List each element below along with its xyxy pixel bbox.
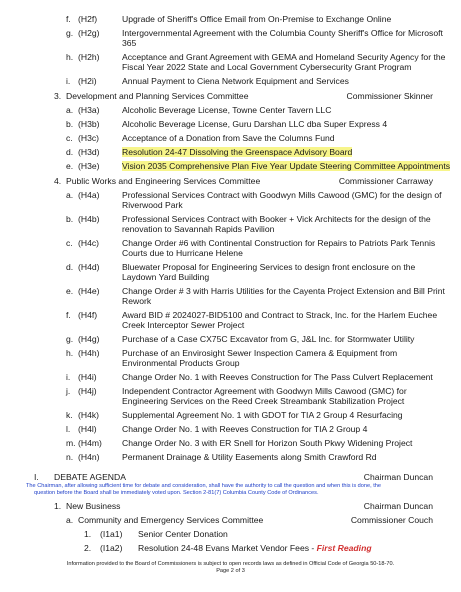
section-title: New Business [66,501,121,511]
h2-item-row [122,38,136,48]
h4-item-row [66,190,442,200]
h4-item-row [66,238,435,248]
section-number: 4. [54,176,62,186]
h3-item-code: (H3b) [78,119,100,129]
h3-item-letter: e. [66,161,74,171]
h3-item-row [66,133,335,143]
section-title: Development and Planning Services Committee [66,91,249,101]
h4-item-row [122,296,151,306]
h2-item-text: Upgrade of Sheriff's Office Email from On-Premise to Exchange Online [122,14,392,24]
h4-item-row [66,424,367,434]
h4-item-code: (H4i) [78,372,97,382]
h2-item-row [66,14,391,24]
h4-item-letter: f. [66,310,71,320]
commissioner-name: Commissioner Carraway [338,176,433,186]
h4-item-text: Change Order No. 3 with ER Snell for Horizon South Pkwy Widening Project [122,438,413,448]
h4-item-letter: e. [66,286,74,296]
h2-item-text: 365 [122,38,137,48]
h2-item-row [122,62,411,72]
h4-item-row [66,310,437,320]
h4-item-letter: b. [66,214,74,224]
chair-note: The Chairman, after allowing sufficient time for debate and consideration, shall have the authority to call the question and when this is done, the [26,483,382,489]
h4-item-code: (H4f) [78,310,98,320]
h4-item-code: (H4l) [78,424,97,434]
h4-item-code: (H4h) [78,348,100,358]
h4-item-code: (H4m) [78,438,102,448]
h3-item-letter: b. [66,119,74,129]
h4-item-row [66,410,403,420]
h4-item-text: Professional Services Contract with Goodwyn Mills Cawood (GMC) for the design of [122,190,442,200]
h4-item-text: Change Order # 3 with Harris Utilities for the Cayenta Project Extension and Bill Print [122,286,445,296]
h4-item-text: Independent Contractor Agreement with Goodwyn Mills Cawood (GMC) for [122,386,407,396]
h2-item-code: (H2h) [78,52,100,62]
h3-item-row [66,147,352,157]
h4-item-row [122,200,183,210]
h4-item-text: Permanent Drainage & Utility Easements along Smith Crawford Rd [122,452,377,462]
h4-item-text: Purchase of a Case CX75C Excavator from G, J&L Inc. for Stormwater Utility [122,334,415,344]
h4-item-code: (H4k) [78,410,100,420]
h4-item-letter: h. [66,348,74,358]
commissioner-name: Commissioner Skinner [346,91,433,101]
h4-item-text: Courts due to Hurricane Helene [122,248,243,258]
h4-item-code: (H4b) [78,214,100,224]
i1-text: Resolution 24-48 Evans Market Vendor Fees - [138,543,317,553]
i1-item-row [84,529,228,539]
h4-item-text: Riverwood Park [122,200,183,210]
h4-item-row [122,224,274,234]
h4-item-code: (H4g) [78,334,100,344]
h3-item-code: (H3d) [78,147,100,157]
h4-item-letter: m. [66,438,76,448]
h2-item-row [66,28,443,38]
h2-item-code: (H2f) [78,14,98,24]
h3-item-code: (H3e) [78,161,100,171]
h2-item-text: Intergovernmental Agreement with the Columbia County Sheriff's Office for Microsoft [122,28,443,38]
h4-item-text: Engineering Services on the Reed Creek Streambank Stabilization Project [122,396,405,406]
h4-item-letter: n. [66,452,74,462]
h4-item-row [66,214,431,224]
h3-item-row [66,105,331,115]
h4-item-row [66,386,407,396]
section-title: DEBATE AGENDA [54,472,126,482]
h4-item-letter: d. [66,262,74,272]
i1-code: (I1a1) [100,529,123,539]
h4-item-code: (H4a) [78,190,100,200]
h3-item-text: Resolution 24-47 Dissolving the Greenspace Advisory Board [122,147,353,157]
h3-item-code: (H3a) [78,105,100,115]
h4-item-text: Change Order No. 1 with Reeves Construction for The Pass Culvert Replacement [122,372,433,382]
h4-item-text: Purchase of an Envirosight Sewer Inspection Camera & Equipment from [122,348,398,358]
h3-item-text: Alcoholic Beverage License, Towne Center Tavern LLC [122,105,332,115]
i1-code: (I1a2) [100,543,123,553]
chair-name: Chairman Duncan [363,472,433,482]
h2-item-code: (H2i) [78,76,97,86]
section-number: 3. [54,91,62,101]
first-reading-tag: First Reading [316,543,372,553]
h4-item-letter: g. [66,334,74,344]
h3-item-text: Alcoholic Beverage License, Guru Darshan LLC dba Super Express 4 [122,119,388,129]
h4-item-code: (H4c) [78,238,100,248]
h4-item-code: (H4n) [78,452,100,462]
h3-item-code: (H3c) [78,133,100,143]
h3-item-text: Vision 2035 Comprehensive Plan Five Year Update Steering Committee Appointments [122,161,451,171]
h4-item-letter: l. [66,424,71,434]
chair-name: Chairman Duncan [363,501,433,511]
h2-item-row [66,52,445,62]
h4-item-text: Professional Services Contract with Booker + Vick Architects for the design of the [122,214,431,224]
h3-item-letter: c. [66,133,73,143]
new-business-heading [54,501,120,511]
h2-item-text: Annual Payment to Ciena Network Equipment and Services [122,76,349,86]
community-committee-heading [66,515,263,525]
h4-item-code: (H4d) [78,262,100,272]
h4-item-text: Laydown Yard Building [122,272,210,282]
i1-item-row [84,543,372,553]
h2-item-letter: f. [66,14,71,24]
h4-item-text: Change Order No. 1 with Reeves Construction for TIA 2 Group 4 [122,424,368,434]
h4-item-text: renovation to Savannah Rapids Pavilion [122,224,275,234]
section-number: I. [34,472,39,482]
h4-item-code: (H4j) [78,386,97,396]
h4-item-row [66,286,445,296]
h4-item-letter: k. [66,410,73,420]
h4-item-text: Rework [122,296,152,306]
h3-item-row [66,161,450,171]
h2-item-letter: g. [66,28,74,38]
h4-item-row [122,248,243,258]
i1-number: 2. [84,543,92,553]
page-number: Page 2 of 3 [216,568,245,574]
h2-item-text: Acceptance and Grant Agreement with GEMA and Homeland Security Agency for the [122,52,446,62]
section-4-heading [54,176,260,186]
h4-item-text: Supplemental Agreement No. 1 with GDOT for TIA 2 Group 4 Resurfacing [122,410,403,420]
h2-item-letter: i. [66,76,71,86]
h2-item-row [66,76,349,86]
h4-item-letter: j. [66,386,71,396]
section-3-heading [54,91,248,101]
section-letter: a. [66,515,74,525]
h4-item-text: Environmental Products Group [122,358,240,368]
h4-item-row [66,452,377,462]
records-notice: Information provided to the Board of Commissioners is subject to open records laws as defined in Official Code of Georgia 50-18-70. [66,561,395,567]
h3-item-text: Acceptance of a Donation from Save the Columns Fund [122,133,335,143]
debate-agenda-heading [34,472,126,482]
h4-item-row [122,272,209,282]
h4-item-row [66,438,412,448]
h4-item-row [122,320,244,330]
i1-text: Senior Center Donation [138,529,228,539]
h2-item-code: (H2g) [78,28,100,38]
h2-item-text: Fiscal Year 2022 State and Local Government Cybersecurity Grant Program [122,62,412,72]
h4-item-text: Award BID # 2024027-BID5100 and Contract to Strack, Inc. for the Harlem Euchee [122,310,438,320]
commissioner-name: Commissioner Couch [350,515,433,525]
h4-item-code: (H4e) [78,286,100,296]
h4-item-row [66,334,414,344]
h4-item-letter: c. [66,238,73,248]
h3-item-letter: a. [66,105,74,115]
h4-item-text: Creek Interceptor Sewer Project [122,320,245,330]
h4-item-text: Change Order #6 with Continental Construction for Repairs to Patriots Park Tennis [122,238,436,248]
h4-item-row [122,396,404,406]
h4-item-letter: a. [66,190,74,200]
h4-item-row [66,262,415,272]
h4-item-row [66,372,433,382]
section-title: Community and Emergency Services Committee [78,515,264,525]
h4-item-row [66,348,397,358]
h3-item-letter: d. [66,147,74,157]
section-title: Public Works and Engineering Services Committee [66,176,261,186]
h3-item-row [66,119,387,129]
h4-item-letter: i. [66,372,71,382]
h4-item-text: Bluewater Proposal for Engineering Services to design front enclosure on the [122,262,416,272]
i1-number: 1. [84,529,92,539]
h4-item-row [122,358,240,368]
chair-note: question before the Board shall be immediately voted upon. Section 2-81(7) Columbia County Code of Ordinances. [34,490,319,496]
section-number: 1. [54,501,62,511]
h2-item-letter: h. [66,52,74,62]
